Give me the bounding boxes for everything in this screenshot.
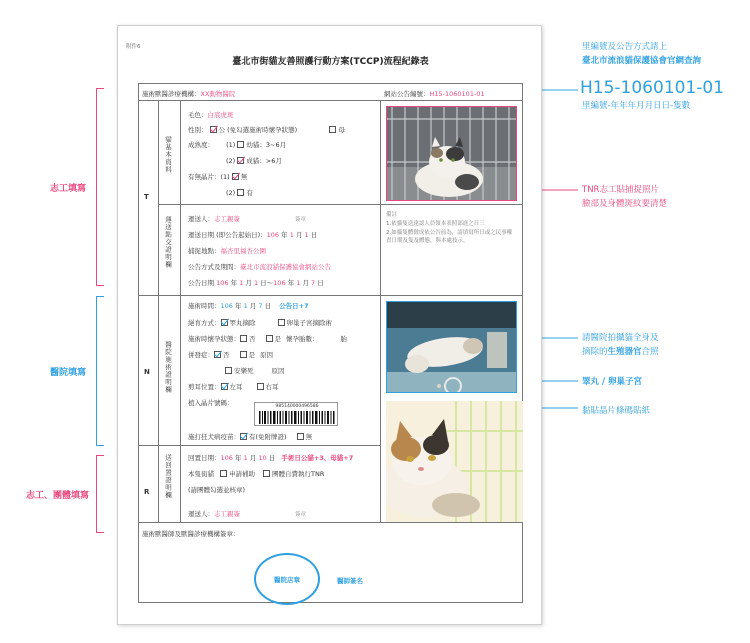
notice-no-field[interactable]: 網站公告編號：H15-1060101-01	[384, 90, 485, 98]
maturity-adult-field: (2) 成貓：>6月	[226, 157, 282, 165]
surgery-photo	[386, 301, 517, 393]
tccp-form	[117, 25, 542, 625]
transport-date-field[interactable]: 運送日期 (即公告起始日)：106 年 1 月 1 日	[188, 231, 318, 239]
notes-block: 備註 1.依貓隻送達認人員領本表照部進之日三 2.如貓隻體徵成依公告前為，請填寫所日或之民事權 責日期及隻及體態，與本處技示。	[386, 212, 513, 245]
annot-photo2-line2: 摘除的生殖器官合照	[582, 347, 659, 357]
return-photo	[386, 401, 523, 522]
group-stamp-note: (請團體勾選並核章)	[188, 486, 246, 494]
preg-no-checkbox[interactable]	[240, 335, 247, 342]
vaccine-no-checkbox[interactable]	[297, 433, 304, 440]
transfer-label: 運送點交證明欄	[164, 216, 172, 269]
vaccine-field: 施打狂犬病疫苗： 有(免附牌證) 無	[188, 433, 313, 441]
sex-male-checkbox[interactable]	[210, 126, 217, 133]
coat-field[interactable]: 毛色：白底虎斑	[188, 111, 234, 119]
ovary-checkbox[interactable]	[278, 319, 285, 326]
sex-female-checkbox[interactable]	[329, 126, 336, 133]
annot-top-line1: 里編號及公告方式請上	[582, 42, 668, 52]
annot-chip-sticker: 黏貼晶片條碼貼紙	[582, 406, 651, 416]
adult-checkbox[interactable]	[237, 157, 244, 164]
chip-yes-field: (2) 有	[226, 189, 253, 197]
annot-photo1-line1: TNR志工貼捕捉照片	[582, 185, 659, 195]
testes-checkbox[interactable]	[221, 319, 228, 326]
chip-code-field: 植入晶片號碼：	[188, 399, 234, 407]
announce-date-field[interactable]: 公告日期 106 年 1 月 1 日～106 年 1 月 7 日	[188, 279, 324, 287]
signature-label: 施術獸醫師及獸醫診療機構簽章：	[142, 530, 240, 538]
vaccine-yes-checkbox[interactable]	[240, 433, 247, 440]
cat-portrait-photo	[386, 401, 523, 522]
cat-info-label: 貓基本資料	[164, 136, 172, 174]
preg-yes-checkbox[interactable]	[266, 335, 273, 342]
return-date-field[interactable]: 回置日期：106 年 1 月 10 日 手術日公貓+3、母貓+7	[188, 454, 354, 462]
comp-no-checkbox[interactable]	[214, 351, 221, 358]
pregnancy-field: 施術時懷孕狀態： 否 是 懷孕胎數： 胎	[188, 335, 347, 343]
cat-in-cage-photo	[387, 107, 517, 201]
ear-right-checkbox[interactable]	[257, 383, 264, 390]
barcode-number: 985140000496586	[275, 404, 319, 409]
annot-organs: 睪丸 / 卵巢子宮	[582, 377, 643, 387]
annot-photo2-line1: 請醫院拍攝貓全身及	[582, 333, 659, 343]
hospital-stamp-text: 醫院店章	[274, 576, 300, 584]
ear-left-checkbox[interactable]	[221, 383, 228, 390]
section-n-letter: N	[144, 368, 150, 376]
ear-field: 剪耳位置： 左耳 右耳	[188, 383, 279, 391]
annot-top-line2: 臺北市流浪貓保護協會官網查詢	[582, 56, 702, 66]
chip-barcode-sticker	[254, 402, 338, 426]
chip-none-field: 有無晶片：(1) 無	[188, 173, 248, 181]
section-r-letter: R	[144, 488, 150, 496]
transporter-field[interactable]: 運送人：志工親簽 簽章	[188, 215, 307, 223]
maturity-kitten-field: 成熟度： (1) 幼貓：3~6月	[188, 141, 287, 149]
hospital-label: 醫院施術證明欄	[164, 341, 172, 394]
return-label: 送回置證明欄	[164, 454, 172, 499]
capture-photo	[386, 106, 517, 201]
sex-field: 性別： 公 (免勾選施術時懷孕狀態) 母	[188, 126, 345, 134]
euthanasia-checkbox[interactable]	[225, 367, 232, 374]
vet-signature[interactable]: 醫師簽名	[337, 577, 363, 585]
subsidy-checkbox[interactable]	[220, 470, 227, 477]
return-transporter-field[interactable]: 運送人：志工親簽 簽章	[188, 510, 307, 518]
chip-yes-checkbox[interactable]	[237, 189, 244, 196]
attachment-no: 附件6	[126, 44, 141, 50]
annot-photo1-line2: 臉部及身體斑紋要清楚	[582, 199, 668, 209]
cat-source-field: 本隻街貓 申請補助 團體自費執行TNR	[188, 470, 325, 478]
hospital-stamp[interactable]	[254, 553, 320, 605]
label-hospital-fill: 醫院填寫	[50, 368, 87, 378]
capture-location-field[interactable]: 捕捉地點：福杏里福杏公園	[188, 247, 266, 255]
complication-field: 併發症： 否 是 原因	[188, 351, 273, 359]
cat-surgery-photo	[387, 302, 517, 393]
announce-method-field[interactable]: 公告方式及期間：臺北市流浪貓保護協會網站公告	[188, 263, 331, 271]
chip-none-checkbox[interactable]	[232, 173, 239, 180]
label-group-fill: 志工、團體填寫	[26, 491, 90, 501]
euthanasia-field: 安樂死 原因	[225, 366, 285, 375]
surgery-date-field[interactable]: 施術時間：106 年 1 月 7 日 公告日+7	[188, 302, 309, 310]
annot-code-desc: 里編號-年年年月月日日-隻數	[582, 101, 691, 111]
method-field: 絕育方式： 睪丸摘除 卵巢子宮摘除術	[188, 319, 332, 327]
clinic-field[interactable]: 施術獸醫診療機構：XX動物醫院	[142, 90, 236, 98]
label-volunteer-fill: 志工填寫	[50, 184, 87, 194]
self-funded-checkbox[interactable]	[263, 470, 270, 477]
section-t-letter: T	[144, 193, 149, 201]
annot-big-code: H15-1060101-01	[580, 78, 725, 98]
comp-yes-checkbox[interactable]	[240, 351, 247, 358]
kitten-checkbox[interactable]	[237, 141, 244, 148]
barcode-bars	[259, 411, 335, 424]
form-title: 臺北市街貓友善照護行動方案(TCCP)流程紀錄表	[232, 57, 429, 67]
